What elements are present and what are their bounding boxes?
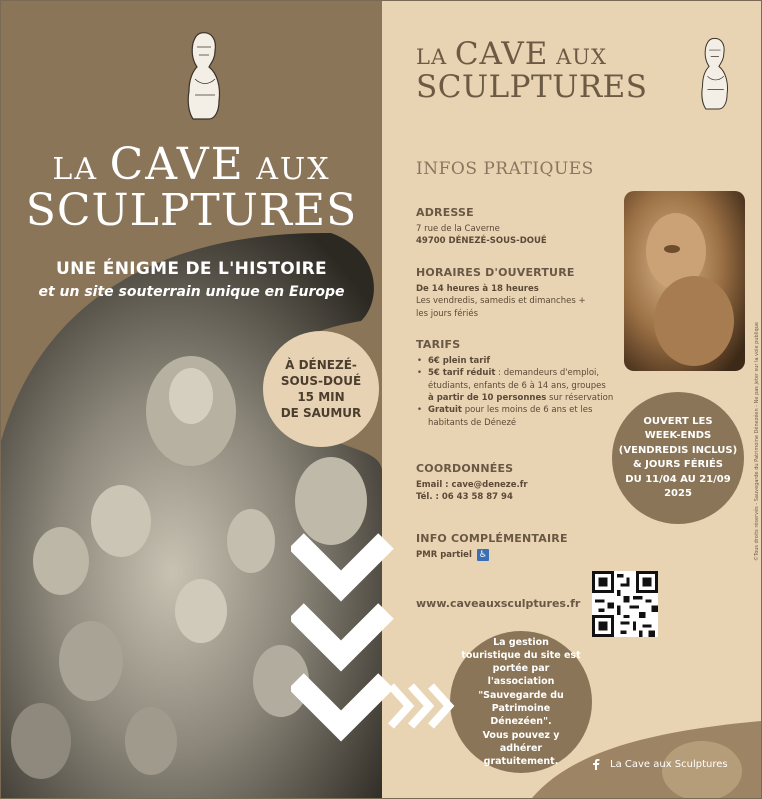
chevron-arrows bbox=[291, 521, 501, 781]
phone-link[interactable]: Tél. : 06 43 58 87 94 bbox=[416, 492, 513, 503]
tarifs-list bbox=[416, 355, 626, 429]
association-line: La gestion bbox=[493, 636, 549, 648]
title-la: LA bbox=[416, 45, 448, 69]
title-la: LA bbox=[52, 152, 99, 187]
tarif-reduit-line2: étudiants, enfants de 6 à 14 ans, groupes bbox=[428, 380, 606, 391]
tarif-item bbox=[426, 404, 626, 429]
tarif-gratuit-line2: habitants de Dénezé bbox=[428, 417, 517, 428]
location-line: DE SAUMUR bbox=[280, 406, 362, 421]
title-cave: CAVE bbox=[454, 36, 549, 72]
horaires-line: les jours fériés bbox=[416, 308, 479, 319]
horaires-line: Les vendredis, samedis et dimanches + bbox=[416, 296, 586, 307]
coordonnees-section bbox=[416, 462, 528, 504]
horaires-heading: HORAIRES D'OUVERTURE bbox=[416, 266, 575, 279]
qr-code[interactable] bbox=[592, 571, 658, 637]
pmr-text: PMR partiel bbox=[416, 550, 472, 560]
adresse-line: 7 rue de la Caverne bbox=[416, 224, 500, 234]
statue-illustration-right bbox=[696, 29, 732, 117]
association-line: Patrimoine Dénezéen". bbox=[490, 703, 552, 728]
association-line: portée par l'association bbox=[487, 663, 555, 688]
tarif-reduit-text: : demandeurs d'emploi, bbox=[495, 368, 600, 379]
chevron-down-icon bbox=[296, 611, 386, 656]
horaires-section bbox=[416, 266, 586, 320]
opening-line: OUVERT LES bbox=[643, 415, 713, 427]
location-line: 15 MIN bbox=[297, 390, 345, 404]
location-line: SOUS-DOUÉ bbox=[280, 373, 362, 388]
sculpture-closeup-photo bbox=[624, 191, 745, 371]
association-line: "Sauvegarde du bbox=[478, 689, 564, 701]
facebook-label: La Cave aux Sculptures bbox=[610, 758, 728, 770]
opening-badge bbox=[612, 392, 744, 524]
tarif-groupes: à partir de 10 personnes bbox=[428, 392, 547, 403]
statue-illustration-left bbox=[181, 29, 225, 121]
opening-line: (VENDREDIS INCLUS) bbox=[618, 444, 738, 456]
title-sculptures: SCULPTURES bbox=[416, 69, 648, 105]
opening-line: DU 11/04 AU 21/09 bbox=[625, 473, 731, 485]
title-cave: CAVE bbox=[109, 139, 245, 190]
adresse-heading: ADRESSE bbox=[416, 206, 474, 219]
adresse-line: 49700 DÉNEZÉ-SOUS-DOUÉ bbox=[416, 236, 547, 247]
tarif-item bbox=[426, 367, 626, 404]
email-link[interactable]: Email : cave@deneze.fr bbox=[416, 480, 528, 490]
tagline: UNE ÉNIGME DE L'HISTOIRE bbox=[56, 259, 327, 279]
horaires-line: De 14 heures à 18 heures bbox=[416, 284, 539, 294]
facebook-link[interactable] bbox=[590, 758, 728, 770]
subtagline: et un site souterrain unique en Europe bbox=[38, 284, 345, 300]
title-aux: AUX bbox=[556, 45, 607, 69]
facebook-icon bbox=[590, 758, 602, 770]
tarif-gratuit-text: pour les moins de 6 ans et les bbox=[462, 405, 593, 416]
title-sculptures: SCULPTURES bbox=[25, 185, 358, 236]
association-line: Vous pouvez y adhérer bbox=[482, 729, 560, 754]
tarif-gratuit: Gratuit bbox=[428, 405, 462, 416]
chevron-right-icon bbox=[391, 686, 409, 726]
association-line: touristique du site est bbox=[461, 649, 581, 661]
infos-pratiques-heading: INFOS PRATIQUES bbox=[416, 159, 594, 179]
opening-line: WEEK-ENDS bbox=[644, 430, 712, 441]
tarif-plein: 6€ plein tarif bbox=[428, 356, 491, 366]
association-line: gratuitement. bbox=[483, 756, 559, 768]
info-complementaire-heading: INFO COMPLÉMENTAIRE bbox=[416, 532, 568, 545]
main-title-right bbox=[416, 36, 648, 105]
tarif-reservation: sur réservation bbox=[546, 392, 614, 403]
wheelchair-icon: ♿ bbox=[478, 550, 487, 561]
chevron-down-icon bbox=[296, 681, 386, 726]
chevron-down-icon bbox=[296, 541, 386, 586]
coordonnees-heading: COORDONNÉES bbox=[416, 462, 514, 475]
title-aux: AUX bbox=[256, 152, 331, 187]
location-badge bbox=[263, 331, 379, 447]
adresse-section bbox=[416, 206, 547, 248]
copyright-vertical-note: ©Tous droits réservés - Sauvegarde du Patrimoine Dénezéen - Ne pas jeter sur la voie publique bbox=[754, 322, 760, 561]
main-title-left bbox=[1, 139, 382, 236]
tarif-reduit: 5€ tarif réduit bbox=[428, 368, 496, 379]
tagline-block bbox=[1, 259, 382, 300]
tarif-item bbox=[426, 355, 626, 367]
opening-line: & JOURS FÉRIÉS bbox=[632, 459, 724, 470]
tarifs-heading: TARIFS bbox=[416, 338, 461, 351]
website-link[interactable]: www.caveauxsculptures.fr bbox=[416, 597, 581, 610]
tarifs-section bbox=[416, 338, 626, 429]
location-line: À DÉNEZÉ- bbox=[285, 357, 357, 372]
opening-line: 2025 bbox=[664, 488, 692, 499]
